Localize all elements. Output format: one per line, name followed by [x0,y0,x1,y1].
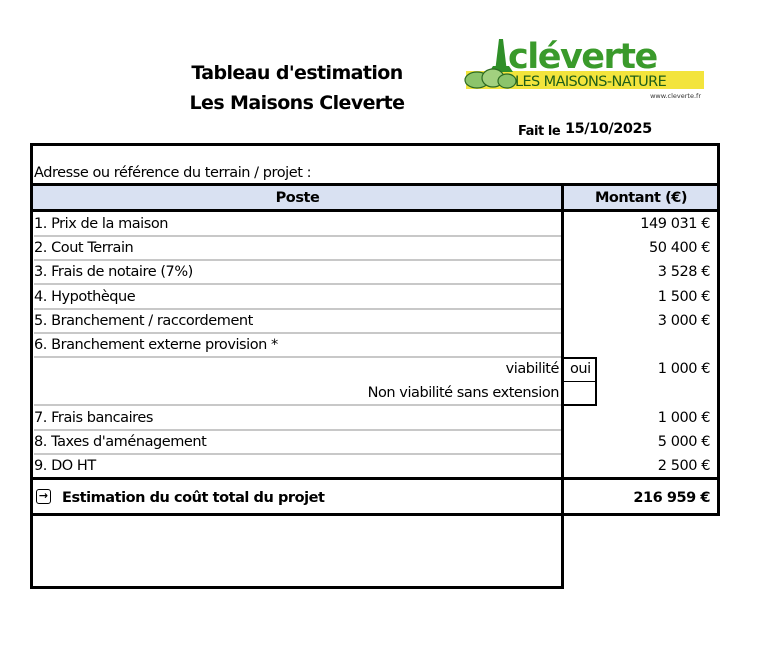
date-value[interactable]: 15/10/2025 [565,121,652,137]
row-label: 5. Branchement / raccordement [34,313,253,329]
sub-row-amount-viabilite[interactable]: 1 000 € [657,361,710,377]
row-amount[interactable]: 1 000 € [657,410,710,426]
address-label[interactable]: Adresse ou référence du terrain / projet : [34,165,312,181]
notes-bottom-border [30,586,564,589]
row-amount[interactable]: 2 500 € [657,458,710,474]
row-amount[interactable]: 3 000 € [657,313,710,329]
sub-row-label-non-viabilite: Non viabilité sans extension [367,385,559,401]
row-amount[interactable]: 50 400 € [649,240,710,256]
logo-tagline: LES MAISONS-NATURE [515,74,667,90]
row-amount[interactable]: 149 031 € [640,216,710,232]
total-label: Estimation du coût total du projet [62,490,325,506]
row-separator [34,453,561,455]
row-label: 4. Hypothèque [34,289,136,305]
total-amount[interactable]: 216 959 € [633,490,710,506]
checkbox-non-viabilite[interactable] [563,381,597,406]
cleverte-logo [463,36,708,104]
row-label: 2. Cout Terrain [34,240,134,256]
row-amount[interactable]: 5 000 € [657,434,710,450]
notes-box[interactable] [33,516,561,586]
row-label: 3. Frais de notaire (7%) [34,264,193,280]
title-line-2: Les Maisons Cleverte [189,92,405,114]
row-label: 6. Branchement externe provision * [34,337,278,353]
col-header-poste: Poste [275,190,320,206]
row-label: 9. DO HT [34,458,96,474]
frame-right [717,143,720,516]
col-header-montant: Montant (€) [594,190,688,206]
logo-website: www.cleverte.fr [650,92,701,100]
page-title [147,62,447,114]
logo-brand: cléverte [508,37,657,77]
row-amount[interactable]: 3 528 € [657,264,710,280]
total-top-border [30,477,720,480]
row-label: 8. Taxes d'aménagement [34,434,207,450]
frame-top [30,143,720,146]
row-amount[interactable]: 1 500 € [657,289,710,305]
sub-row-label-viabilite: viabilité [505,361,559,377]
checkbox-viabilite-value[interactable]: oui [570,361,591,377]
row-separator [34,356,561,358]
arrow-right-box-icon: → [36,489,51,504]
row-label: 1. Prix de la maison [34,216,169,232]
row-label: 7. Frais bancaires [34,410,153,426]
date-label: Fait le [518,124,561,139]
logo-graphic [463,36,708,104]
title-line-1: Tableau d'estimation [191,62,403,84]
